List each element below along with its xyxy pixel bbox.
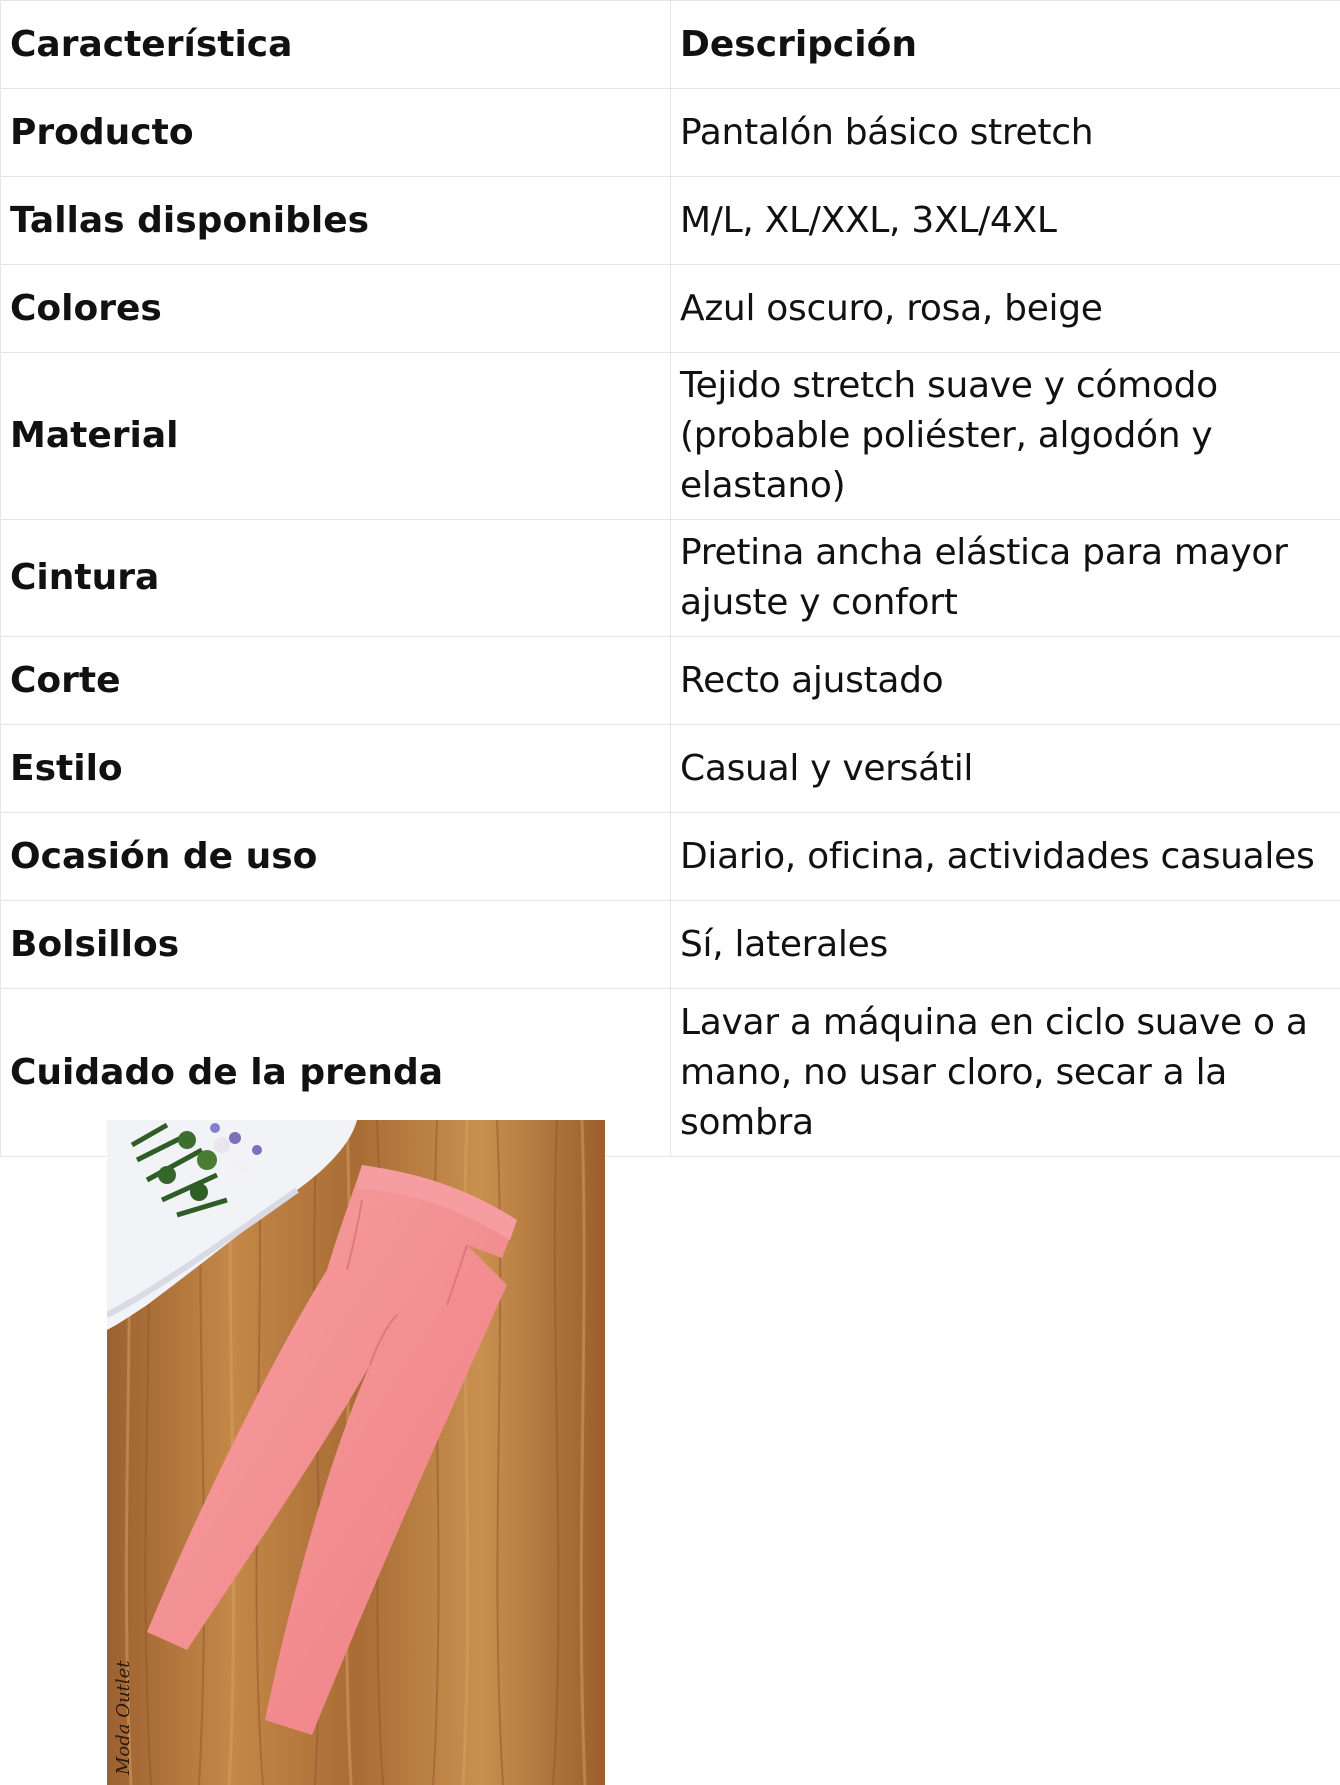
table-header-row <box>1 1 1340 89</box>
watermark: Moda Outlet <box>113 1660 134 1775</box>
row-feature: Colores <box>1 265 671 353</box>
row-description: M/L, XL/XXL, 3XL/4XL <box>671 177 1340 265</box>
row-feature: Bolsillos <box>1 901 671 989</box>
table-row <box>1 177 1340 265</box>
row-description: Casual y versátil <box>671 725 1340 813</box>
row-feature: Ocasión de uso <box>1 813 671 901</box>
table-row <box>1 89 1340 177</box>
row-description: Pantalón básico stretch <box>671 89 1340 177</box>
table-row <box>1 725 1340 813</box>
row-feature: Estilo <box>1 725 671 813</box>
row-description: Tejido stretch suave y cómodo (probable poliéster, algodón y elastano) <box>671 353 1340 520</box>
row-description: Sí, laterales <box>671 901 1340 989</box>
row-description: Pretina ancha elástica para mayor ajuste y confort <box>671 520 1340 637</box>
table-row <box>1 265 1340 353</box>
row-description: Azul oscuro, rosa, beige <box>671 265 1340 353</box>
row-feature: Corte <box>1 637 671 725</box>
row-description: Lavar a máquina en ciclo suave o a mano, no usar cloro, secar a la sombra <box>671 989 1340 1157</box>
row-description: Diario, oficina, actividades casuales <box>671 813 1340 901</box>
row-feature: Cuidado de la prenda <box>1 989 671 1157</box>
row-feature: Cintura <box>1 520 671 637</box>
table-row <box>1 813 1340 901</box>
product-photo <box>107 1120 605 1785</box>
row-feature: Material <box>1 353 671 520</box>
row-feature: Producto <box>1 89 671 177</box>
table-row <box>1 637 1340 725</box>
table-row <box>1 520 1340 637</box>
header-description: Descripción <box>671 1 1340 89</box>
row-description: Recto ajustado <box>671 637 1340 725</box>
header-feature: Característica <box>1 1 671 89</box>
table-row <box>1 353 1340 520</box>
row-feature: Tallas disponibles <box>1 177 671 265</box>
table-row <box>1 901 1340 989</box>
